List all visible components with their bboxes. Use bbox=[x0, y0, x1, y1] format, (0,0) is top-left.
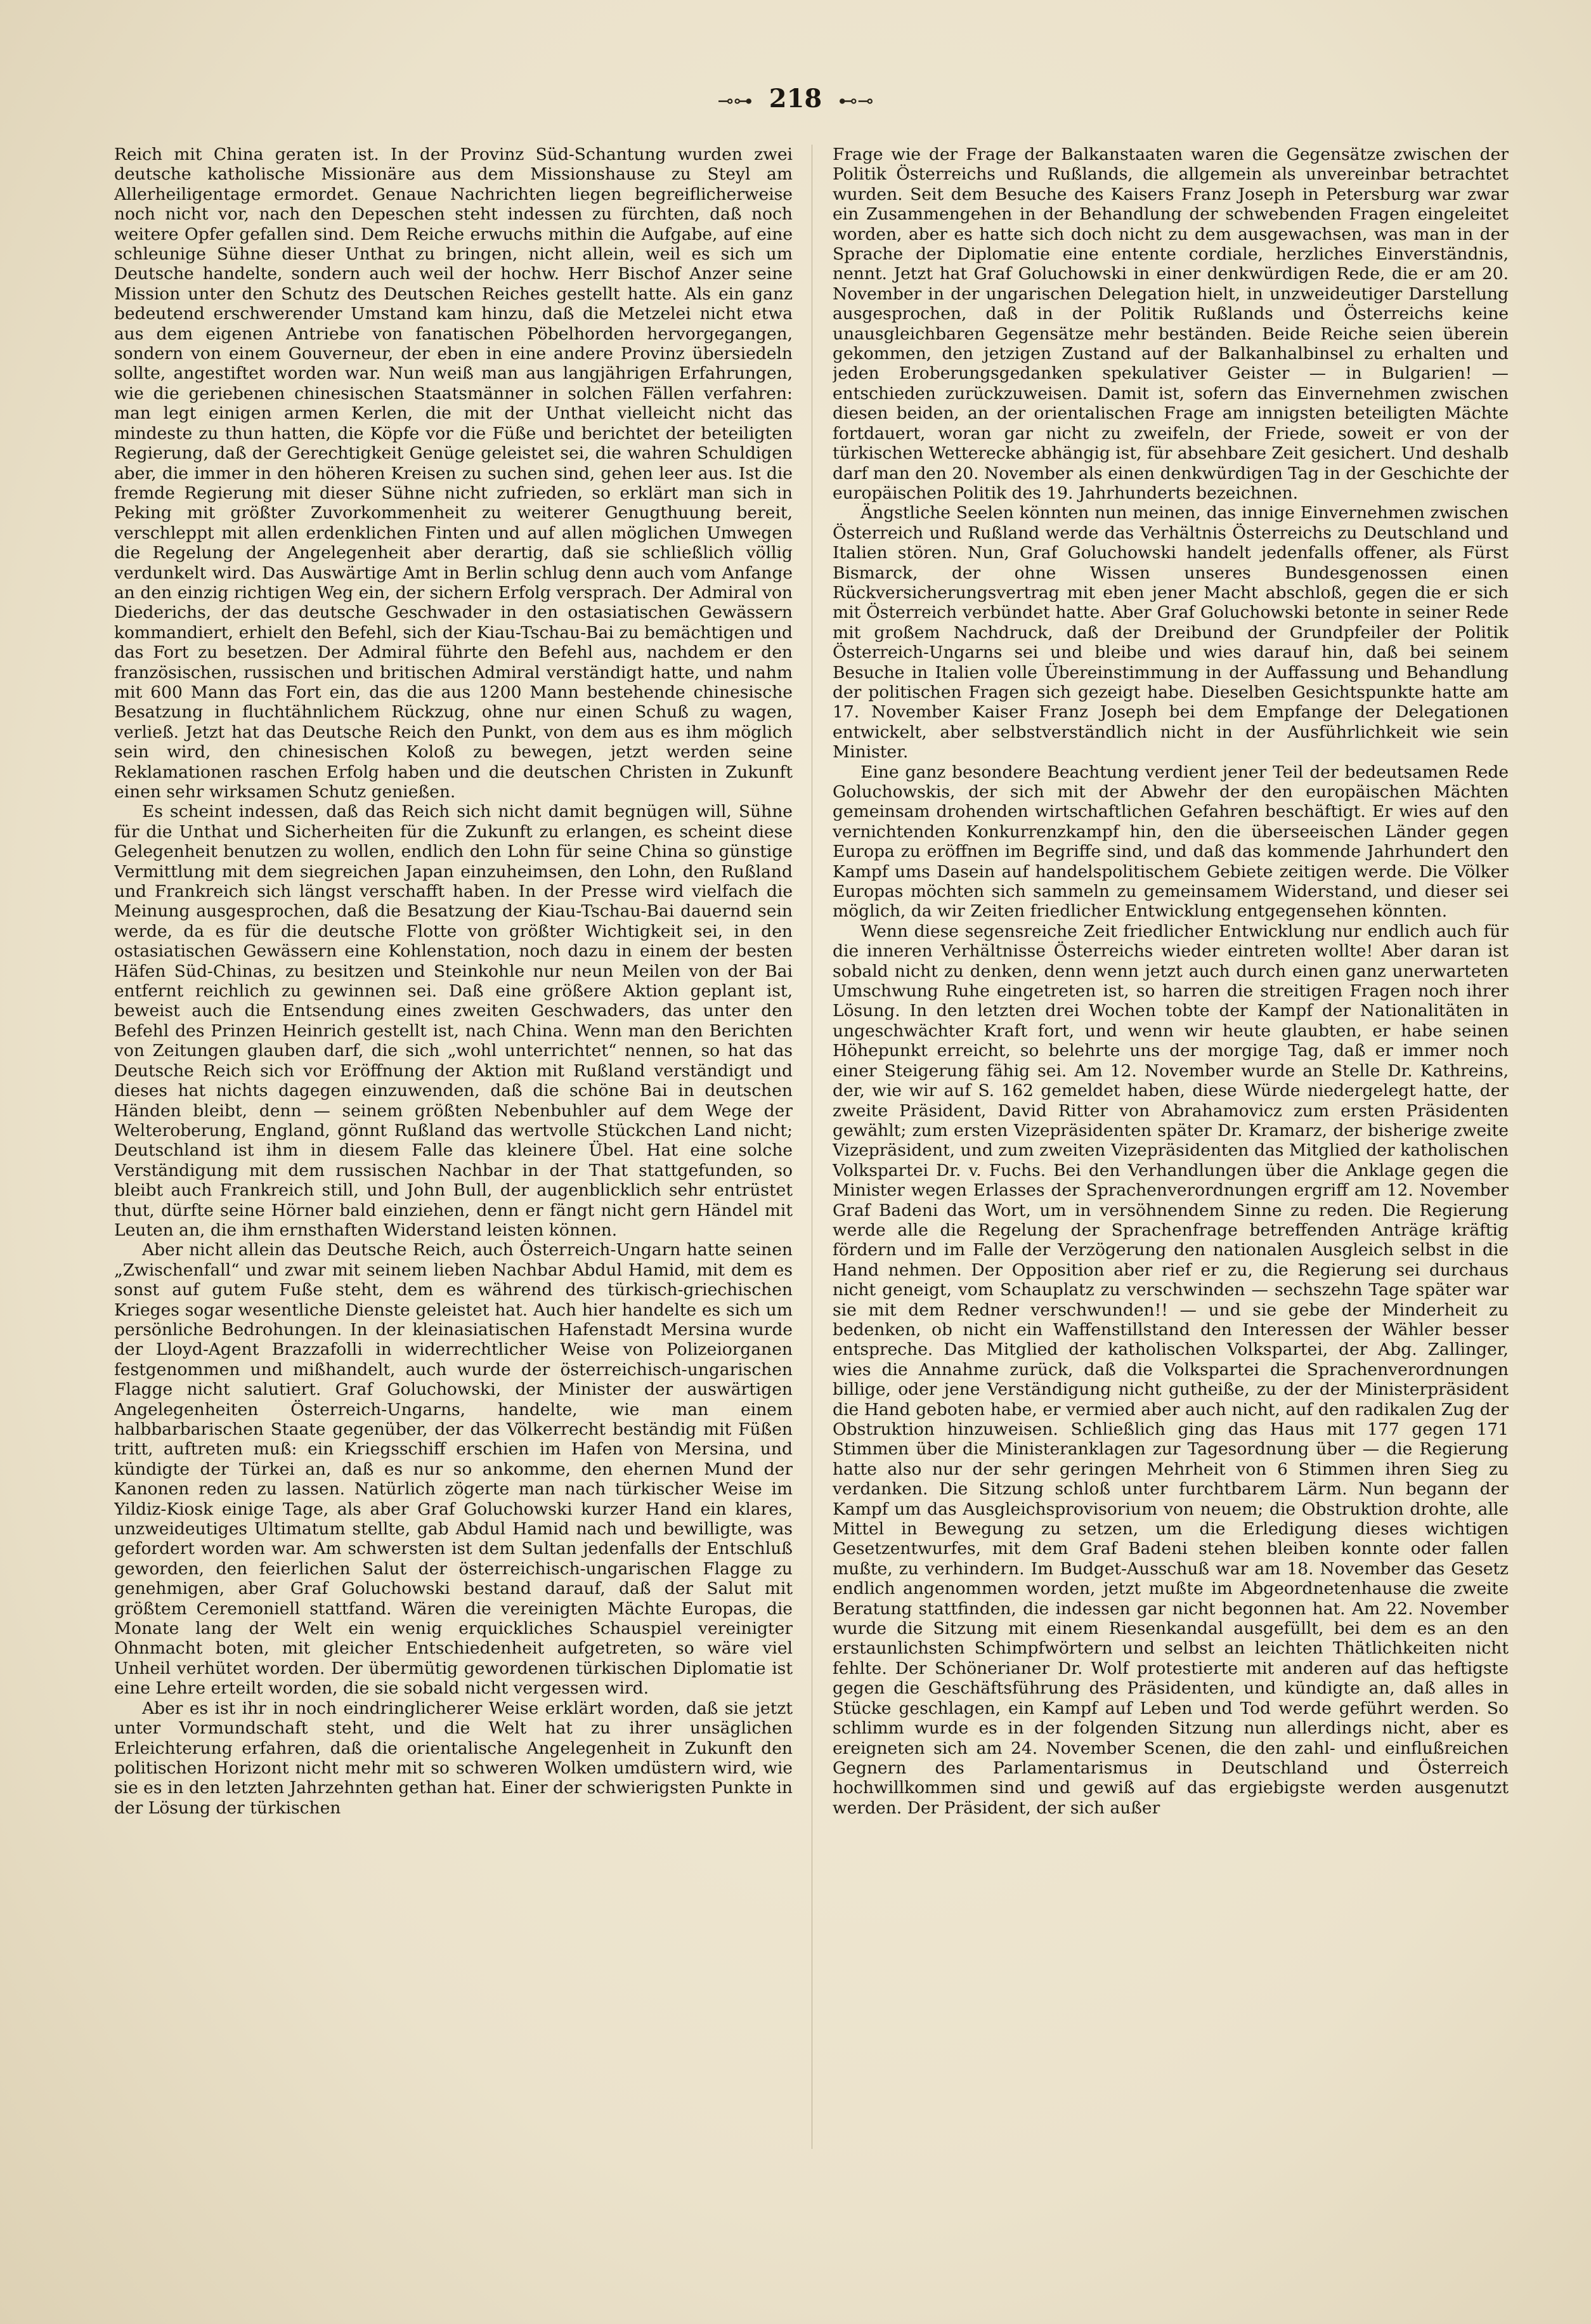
right-column bbox=[833, 145, 1509, 2155]
left-paragraph-2: Es scheint indessen, daß das Reich sich nicht damit begnügen will, Sühne für die Unthat und Sicherheiten für die Zukunft zu erlangen, es scheint diese Gelegenheit benutzen zu wollen, endlich den Lohn für seine China so günstige Vermittlung mit dem siegreichen Japan einzuheimsen, den Lohn, den Rußland und Frankreich sich längst verschafft haben. In der Presse wird vielfach die Meinung ausgesprochen, daß die Besatzung der Kiau-Tschau-Bai dauernd sein werde, da es für die deutsche Flotte von größter Wichtigkeit sei, in den ostasiatischen Gewässern eine Kohlenstation, noch dazu in einem der besten Häfen Süd-Chinas, zu besitzen und Steinkohle nur neun Meilen von der Bai entfernt reichlich zu gewinnen sei. Daß eine größere Aktion geplant ist, beweist auch die Entsendung eines zweiten Geschwaders, das unter den Befehl des Prinzen Heinrich gestellt ist, nach China. Wenn man den Berichten von Zeitungen glauben darf, die sich „wohl unterrichtet“ nennen, so hat das Deutsche Reich sich vor Eröffnung der Aktion mit Rußland verständigt und dieses hat nichts dagegen einzuwenden, daß die schöne Bai in deutschen Händen bleibt, denn — seinem größten Nebenbuhler auf dem Wege der Welteroberung, England, gönnt Rußland das wertvolle Stückchen Land nicht; Deutschland ist ihm in diesem Falle das kleinere Übel. Hat eine solche Verständigung mit dem russischen Nachbar in der That stattgefunden, so bleibt auch Frankreich still, und John Bull, der augenblicklich sehr entrüstet thut, dürfte seine Hörner bald einziehen, denn er fängt nicht gern Händel mit Leuten an, die ihm ernsthaften Widerstand leisten können. bbox=[114, 802, 793, 1240]
left-ornament-icon: ⊸⊶ bbox=[717, 90, 753, 112]
right-paragraph-2: Ängstliche Seelen könnten nun meinen, das innige Einvernehmen zwischen Österreich und Rußland werde das Verhältnis Österreichs zu Deutschland und Italien stören. Nun, Graf Goluchowski handelt jedenfalls offener, als Fürst Bismarck, der ohne Wissen unseres Bundesgenossen einen Rückversicherungsvertrag mit eben jener Macht abschloß, gegen die er sich mit Österreich verbündet hatte. Aber Graf Goluchowski betonte in seiner Rede mit großem Nachdruck, daß der Dreibund der Grundpfeiler der Politik Österreich-Ungarns sei und bleibe und wies darauf hin, daß bei seinem Besuche in Italien volle Übereinstimmung in der Auffassung und Behandlung der politischen Fragen sich gezeigt habe. Dieselben Gesichtspunkte hatte am 17. November Kaiser Franz Joseph bei dem Empfange der Delegationen entwickelt, aber selbstverständlich nicht in der Ausführlichkeit wie sein Minister. bbox=[833, 503, 1509, 762]
left-paragraph-3: Aber nicht allein das Deutsche Reich, auch Österreich-Ungarn hatte seinen „Zwischenfall“ und zwar mit seinem lieben Nachbar Abdul Hamid, mit dem es sonst auf gutem Fuße steht, dem es während des türkisch-griechischen Krieges sogar wesentliche Dienste geleistet hat. Auch hier handelte es sich um persönliche Bedrohungen. In der kleinasiatischen Hafenstadt Mersina wurde der Lloyd-Agent Brazzafolli in widerrechtlicher Weise von Polizeiorganen festgenommen und mißhandelt, auch wurde der österreichisch-ungarischen Flagge nicht salutiert. Graf Goluchowski, der Minister der auswärtigen Angelegenheiten Österreich-Ungarns, handelte, wie man einem halbbarbarischen Staate gegenüber, der das Völkerrecht beständig mit Füßen tritt, auftreten muß: ein Kriegsschiff erschien im Hafen von Mersina, und kündigte der Türkei an, daß es nur so ankomme, den ehernen Mund der Kanonen reden zu lassen. Natürlich zögerte man nach türkischer Weise im Yildiz-Kiosk einige Tage, als aber Graf Goluchowski kurzer Hand ein klares, unzweideutiges Ultimatum stellte, gab Abdul Hamid nach und bewilligte, was gefordert worden war. Am schwersten ist dem Sultan jedenfalls der Entschluß geworden, den feierlichen Salut der österreichisch-ungarischen Flagge zu genehmigen, aber Graf Goluchowski bestand darauf, daß der Salut mit größtem Ceremoniell stattfand. Wären die vereinigten Mächte Europas, die Monate lang der Welt ein wenig erquickliches Schauspiel vereinigter Ohnmacht boten, mit gleicher Entschiedenheit aufgetreten, so wäre viel Unheil verhütet worden. Der übermütig gewordenen türkischen Diplomatie ist eine Lehre erteilt worden, die sie sobald nicht vergessen wird. bbox=[114, 1240, 793, 1699]
right-paragraph-4: Wenn diese segensreiche Zeit friedlicher Entwicklung nur endlich auch für die inneren Verhältnisse Österreichs wieder eintreten wollte! Aber daran ist sobald nicht zu denken, denn wenn jetzt auch durch einen ganz unerwarteten Umschwung Ruhe eingetreten ist, so harren die streitigen Fragen noch ihrer Lösung. In den letzten drei Wochen tobte der Kampf der Nationalitäten in ungeschwächter Kraft fort, und wenn wir heute glaubten, er habe seinen Höhepunkt erreicht, so belehrte uns der morgige Tag, daß er immer noch einer Steigerung fähig sei. Am 12. November wurde an Stelle Dr. Kathreins, der, wie wir auf S. 162 gemeldet haben, diese Würde niedergelegt hatte, der zweite Präsident, David Ritter von Abrahamovicz zum ersten Präsidenten gewählt; zum ersten Vizepräsidenten später Dr. Kramarz, der bisherige zweite Vizepräsident, und zum zweiten Vizepräsidenten das Mitglied der katholischen Volkspartei Dr. v. Fuchs. Bei den Verhandlungen über die Anklage gegen die Minister wegen Erlasses der Sprachenverordnungen ergriff am 12. November Graf Badeni das Wort, um in versöhnendem Sinne zu reden. Die Regierung werde alle die Regelung der Sprachenfrage betreffenden Anträge kräftig fördern und im Falle der Verzögerung den nationalen Ausgleich selbst in die Hand nehmen. Der Opposition aber rief er zu, die Regierung sei durchaus nicht geneigt, vom Schauplatz zu verschwinden — sechszehn Tage später war sie mit dem Redner verschwunden!! — und sie gebe der Minderheit zu bedenken, ob nicht ein Waffenstillstand den Interessen der Wähler besser entspreche. Das Mitglied der katholischen Volkspartei, der Abg. Zallinger, wies die Annahme zurück, daß die Volkspartei die Sprachenverordnungen billige, oder jene Verständigung nicht gutheiße, zu der der Ministerpräsident die Hand geboten habe, er vermied aber auch nicht, auf den radikalen Zug der Obstruktion hinzuweisen. Schließlich ging das Haus mit 177 gegen 171 Stimmen über die Ministeranklagen zur Tagesordnung über — die Regierung hatte also nur der sehr geringen Mehrheit von 6 Stimmen ihren Sieg zu verdanken. Die Sitzung schloß unter furchtbarem Lärm. Nun begann der Kampf um das Ausgleichsprovisorium von neuem; die Obstruktion drohte, alle Mittel in Bewegung zu setzen, um die Erledigung dieses wichtigen Gesetzentwurfes, mit dem Graf Badeni stehen bleiben konnte oder fallen mußte, zu verhindern. Im Budget-Ausschuß war am 18. November das Gesetz endlich angenommen worden, jetzt mußte im Abgeordnetenhause die zweite Beratung stattfinden, die indessen gar nicht begonnen hat. Am 22. November wurde die Sitzung mit einem Riesenkandal ausgefüllt, bei dem es an den erstaunlichsten Schimpfwörtern und selbst an leichten Thätlichkeiten nicht fehlte. Der Schönerianer Dr. Wolf protestierte mit anderen auf das heftigste gegen die Geschäftsführung des Präsidenten, und kündigte an, daß alles in Stücke geschlagen, ein Kampf auf Leben und Tod werde geführt werden. So schlimm wurde es in der folgenden Sitzung nun allerdings nicht, aber es ereigneten sich am 24. November Scenen, die den zahl- und einflußreichen Gegnern des Parlamentarismus in Deutschland und Österreich hochwillkommen sind und gewiß auf das ergiebigste werden ausgenutzt werden. Der Präsident, der sich außer bbox=[833, 921, 1509, 1818]
right-paragraph-3: Eine ganz besondere Beachtung verdient jener Teil der bedeutsamen Rede Goluchowskis, der sich mit der Abwehr der den europäischen Mächten gemeinsam drohenden wirtschaftlichen Gefahren beschäftigt. Er wies auf den vernichtenden Konkurrenzkampf hin, den die überseeischen Länder gegen Europa zu eröffnen im Begriffe sind, und daß das kommende Jahrhundert den Kampf ums Dasein auf handelspolitischem Gebiete zeitigen werde. Die Völker Europas möchten sich sammeln zu gemeinsamem Widerstand, und dieser sei möglich, da wir Zeiten friedlicher Entwicklung entgegensehen könnten. bbox=[833, 762, 1509, 922]
page-number: 218 bbox=[769, 84, 822, 114]
left-column bbox=[114, 145, 793, 2155]
left-paragraph-4: Aber es ist ihr in noch eindringlicherer Weise erklärt worden, daß sie jetzt unter Vormundschaft steht, und die Welt hat zu ihrer unsäglichen Erleichterung erfahren, daß die orientalische Angelegenheit in Zukunft den politischen Horizont nicht mehr mit so schweren Wolken umdüstern wird, wie sie es in den letzten Jahrzehnten gethan hat. Einer der schwierigsten Punkte in der Lösung der türkischen bbox=[114, 1698, 793, 1818]
page-header bbox=[0, 84, 1591, 114]
left-paragraph-1: Reich mit China geraten ist. In der Provinz Süd-Schantung wurden zwei deutsche katholische Missionäre aus dem Missionshause zu Steyl am Allerheiligentage ermordet. Genaue Nachrichten liegen begreiflicherweise noch nicht vor, nach den Depeschen steht indessen zu fürchten, daß noch weitere Opfer gefallen sind. Dem Reiche erwuchs mithin die Aufgabe, auf eine schleunige Sühne dieser Unthat zu bringen, nicht allein, weil es sich um Deutsche handelte, sondern auch weil der hochw. Herr Bischof Anzer seine Mission unter den Schutz des Deutschen Reiches gestellt hatte. Als ein ganz bedeutend erschwerender Umstand kam hinzu, daß die Metzelei nicht etwa aus dem eigenen Antriebe von fanatischen Pöbelhorden hervorgegangen, sondern von einem Gouverneur, der eben in eine andere Provinz übersiedeln sollte, angestiftet worden war. Nun weiß man aus langjährigen Erfahrungen, wie die geriebenen chinesischen Staatsmänner in solchen Fällen verfahren: man legt einigen armen Kerlen, die mit der Unthat vielleicht nicht das mindeste zu thun hatten, die Köpfe vor die Füße und berichtet der beteiligten Regierung, daß der Gerechtigkeit Genüge geleistet sei, die wahren Schuldigen aber, die immer in den höheren Kreisen zu suchen sind, gehen leer aus. Ist die fremde Regierung mit dieser Sühne nicht zufrieden, so erklärt man sich in Peking mit größter Zuvorkommenheit zu weiterer Genugthuung bereit, verschleppt mit allen erdenklichen Finten und auf allen möglichen Umwegen die Regelung der Angelegenheit aber derartig, daß sie schließlich völlig verdunkelt wird. Das Auswärtige Amt in Berlin schlug denn auch vom Anfange an den einzig richtigen Weg ein, der sichern Erfolg versprach. Der Admiral von Diederichs, der das deutsche Geschwader in den ostasiatischen Gewässern kommandiert, erhielt den Befehl, sich der Kiau-Tschau-Bai zu bemächtigen und das Fort zu besetzen. Der Admiral führte den Befehl aus, nachdem er den französischen, russischen und britischen Admiral verständigt hatte, und nahm mit 600 Mann das Fort ein, das die aus 1200 Mann bestehende chinesische Besatzung in fluchtähnlichem Rückzug, ohne nur einen Schuß zu wagen, verließ. Jetzt hat das Deutsche Reich den Punkt, von dem aus es ihm möglich sein wird, den chinesischen Koloß zu bewegen, jetzt werden seine Reklamationen raschen Erfolg haben und die deutschen Christen in Zukunft einen sehr wirksamen Schutz genießen. bbox=[114, 145, 793, 802]
right-paragraph-1: Frage wie der Frage der Balkanstaaten waren die Gegensätze zwischen der Politik Österreichs und Rußlands, die allgemein als unvereinbar betrachtet wurden. Seit dem Besuche des Kaisers Franz Joseph in Petersburg war zwar ein Zusammengehen in der Behandlung der schwebenden Fragen eingeleitet worden, aber es hatte sich doch nicht zu dem ausgewachsen, was man in der Sprache der Diplomatie eine entente cordiale, herzliches Einverständnis, nennt. Jetzt hat Graf Goluchowski in einer denkwürdigen Rede, die er am 20. November in der ungarischen Delegation hielt, in unzweideutiger Darstellung ausgesprochen, daß in der Politik Rußlands und Österreichs keine unausgleichbaren Gegensätze mehr beständen. Beide Reiche seien überein gekommen, den jetzigen Zustand auf der Balkanhalbinsel zu erhalten und jeden Eroberungsgedanken spekulativer Geister — in Bulgarien! — entschieden zurückzuweisen. Damit ist, sofern das Einvernehmen zwischen diesen beiden, an der orientalischen Frage am innigsten beteiligten Mächte fortdauert, woran gar nicht zu zweifeln, der Friede, soweit er von der türkischen Wetterecke abhängig ist, für absehbare Zeit gesichert. Und deshalb darf man den 20. November als einen denkwürdigen Tag in der Geschichte der europäischen Politik des 19. Jahrhunderts bezeichnen. bbox=[833, 145, 1509, 503]
right-ornament-icon: ⊷⊸ bbox=[838, 90, 874, 112]
